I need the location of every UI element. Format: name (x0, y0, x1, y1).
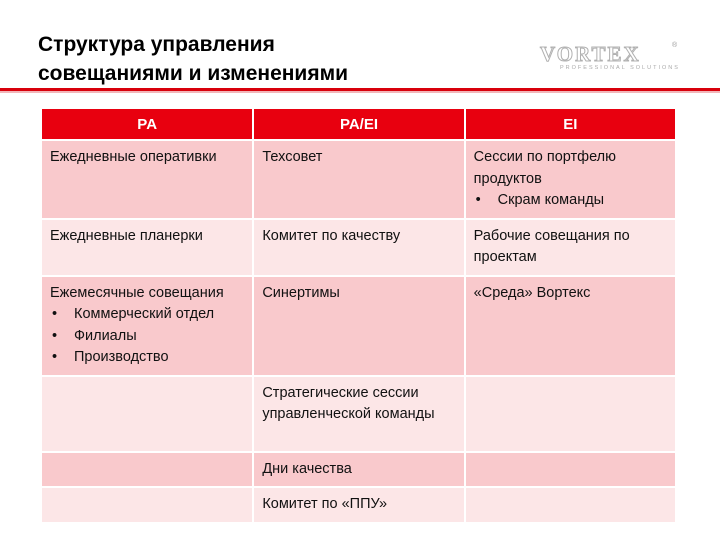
cell-text: Комитет по «ППУ» (262, 496, 388, 512)
cell-text: Синертимы (262, 284, 340, 301)
table-cell (42, 140, 253, 219)
bullet-item: • Коммерческий отдел (50, 304, 244, 326)
cell-text: Техсовет (262, 149, 323, 165)
header-pa: PA (42, 109, 253, 140)
table-cell (253, 219, 464, 276)
table-cell (465, 487, 676, 523)
cell-text: Дни качества (262, 460, 352, 477)
registered-mark: ® (672, 42, 678, 49)
bullet-list (50, 304, 244, 369)
table-cell (465, 452, 676, 488)
table-cell (42, 276, 253, 376)
table-cell (253, 487, 464, 523)
table-row (42, 452, 676, 488)
bullet-item: • Производство (50, 347, 244, 369)
table-cell (253, 452, 464, 488)
table-cell (465, 276, 676, 376)
table-cell (42, 376, 253, 452)
bullet-list (474, 190, 667, 212)
table-cell (253, 276, 464, 376)
table-row (42, 276, 676, 376)
cell-text: Ежемесячные совещания (50, 284, 224, 301)
bullet-item: • Скрам команды (474, 190, 667, 212)
cell-text: Сессии по портфелю продуктов (473, 149, 617, 187)
cell-text: Комитет по качеству (262, 227, 401, 244)
table-cell (253, 376, 464, 452)
table-row (42, 487, 676, 523)
slide-title-line-2: совещаниями и изменениями (38, 62, 349, 85)
table-cell (42, 487, 253, 523)
cell-text: Стратегические сессии управленческой команды (262, 384, 435, 422)
cell-text: Ежедневные оперативки (50, 149, 217, 165)
table-cell (465, 376, 676, 452)
header-ei: EI (465, 109, 676, 140)
table-row (42, 140, 676, 219)
table-row (42, 376, 676, 452)
table-header-row (42, 109, 676, 140)
cell-text: Ежедневные планерки (50, 227, 203, 244)
logo-tagline: PROFESSIONAL SOLUTIONS (560, 65, 680, 71)
logo-wordmark: VORTEX (540, 42, 641, 66)
title-divider-shadow (0, 91, 720, 93)
vortex-logo (540, 44, 680, 72)
cell-text: «Среда» Вортекс (473, 284, 591, 301)
table-cell (42, 219, 253, 276)
table-cell (42, 452, 253, 488)
slide-title-line-1: Структура управления (38, 33, 275, 56)
slide-title (38, 30, 458, 88)
header-pa-ei: PA/EI (253, 109, 464, 140)
table-cell (465, 140, 676, 219)
table-cell (465, 219, 676, 276)
table-row (42, 219, 676, 276)
cell-text: Рабочие совещания по проектам (473, 227, 630, 265)
meetings-table (42, 109, 677, 524)
table-cell (253, 140, 464, 219)
bullet-item: • Филиалы (50, 326, 244, 348)
